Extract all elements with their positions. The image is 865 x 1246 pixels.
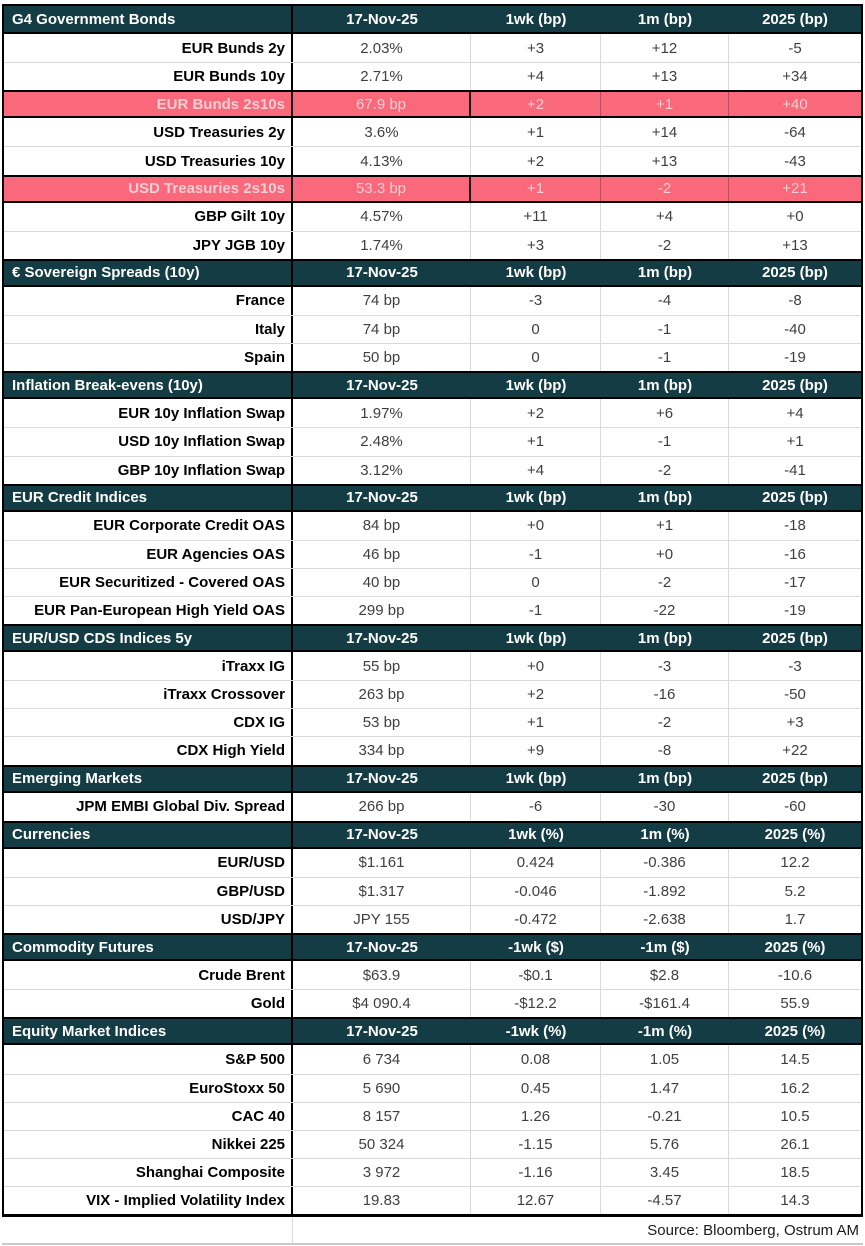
row-label: Nikkei 225 [4,1131,293,1158]
cell-value: -40 [784,321,806,339]
column-header: 17-Nov-25 [346,10,418,28]
row-label: iTraxx IG [4,652,293,680]
cell-value: -5 [788,39,802,57]
table-row [4,680,861,708]
column-header: 2025 (bp) [762,10,828,28]
column-header: 17-Nov-25 [346,826,418,844]
table-row [4,1102,861,1130]
cell-value: +40 [782,95,808,113]
column-header: 1m (bp) [637,264,693,282]
column-header: 2025 (%) [764,826,826,844]
row-label: EUR Pan-European High Yield OAS [4,597,293,624]
cell-value: 0 [471,316,601,343]
column-header: 17-Nov-25 [346,770,418,788]
table-row [4,1045,861,1073]
table-row [4,427,861,455]
column-header: 17-Nov-25 [346,489,418,507]
cell-value: 5.2 [784,882,806,900]
cell-value: +1 [471,428,601,455]
row-label: EUR Securitized - Covered OAS [4,569,293,596]
footer-spacer [2,1217,293,1243]
column-header: 1wk (bp) [505,10,567,28]
table-row [4,877,861,905]
cell-value: $1.161 [293,849,471,877]
section-header-row [4,624,861,652]
section-title: EUR Credit Indices [4,486,293,510]
cell-value: +3 [471,34,601,62]
cell-value: 74 bp [293,316,471,343]
cell-value: 74 bp [293,287,471,315]
table-row [4,568,861,596]
cell-value: 4.13% [293,147,471,174]
column-header: 17-Nov-25 [346,376,418,394]
table-row [4,849,861,877]
cell-value: 53 bp [293,709,471,736]
table-row [4,961,861,989]
cell-value: +4 [786,404,804,422]
table-row [4,146,861,174]
cell-value: 40 bp [293,569,471,596]
cell-value: -0.21 [601,1103,729,1130]
row-label: Gold [4,990,293,1017]
cell-value: 1.05 [601,1045,729,1073]
cell-value: 266 bp [293,793,471,821]
table-row [4,540,861,568]
column-header: 1wk (bp) [505,770,567,788]
row-label: EuroStoxx 50 [4,1075,293,1102]
cell-value: 84 bp [293,512,471,540]
table-row [4,231,861,259]
row-label: S&P 500 [4,1045,293,1073]
column-header: 1m (bp) [637,489,693,507]
section-title: Currencies [4,823,293,847]
cell-value: 334 bp [293,737,471,764]
table-row [4,1130,861,1158]
cell-value: +13 [601,147,729,174]
column-header: 17-Nov-25 [346,938,418,956]
cell-value: -50 [784,686,806,704]
cell-value: -4.57 [601,1187,729,1214]
cell-value: -1 [601,316,729,343]
row-label: JPM EMBI Global Div. Spread [4,793,293,821]
row-label: EUR/USD [4,849,293,877]
cell-value: +1 [601,512,729,540]
table-row-highlighted [4,90,861,118]
row-label: Spain [4,344,293,371]
table-row [4,343,861,371]
cell-value: 46 bp [293,541,471,568]
column-header: 2025 (bp) [762,770,828,788]
cell-value: +11 [471,203,601,231]
column-header: 17-Nov-25 [346,629,418,647]
section-header-row [4,484,861,512]
cell-value: +14 [601,118,729,146]
cell-value: -0.046 [471,878,601,905]
row-label: USD 10y Inflation Swap [4,428,293,455]
cell-value: +3 [471,232,601,259]
table-row [4,793,861,821]
cell-value: -1.892 [601,878,729,905]
cell-value: -16 [601,681,729,708]
cell-value: 4.57% [293,203,471,231]
column-header: 2025 (bp) [762,489,828,507]
row-label: EUR Corporate Credit OAS [4,512,293,540]
column-header: 2025 (bp) [762,376,828,394]
table-row [4,1158,861,1186]
row-label: VIX - Implied Volatility Index [4,1187,293,1214]
cell-value: -1 [601,344,729,371]
cell-value: -1 [471,541,601,568]
cell-value: -2 [601,569,729,596]
cell-value: 5 690 [293,1075,471,1102]
cell-value: -8 [788,292,802,310]
column-header: 1wk (bp) [505,629,567,647]
cell-value: -2.638 [601,906,729,933]
source-note: Source: Bloomberg, Ostrum AM [647,1221,859,1239]
section-header-row [4,371,861,399]
cell-value: -$161.4 [601,990,729,1017]
cell-value: $63.9 [293,961,471,989]
cell-value: -3 [601,652,729,680]
cell-value: +22 [782,742,808,760]
cell-value: 1.97% [293,399,471,427]
cell-value: -41 [784,461,806,479]
cell-value: +1 [471,177,601,201]
row-label: Italy [4,316,293,343]
cell-value: 6 734 [293,1045,471,1073]
cell-value: -0.386 [601,849,729,877]
row-label: USD Treasuries 10y [4,147,293,174]
cell-value: +4 [471,457,601,484]
source-row [2,1217,863,1245]
cell-value: -8 [601,737,729,764]
cell-value: +13 [782,236,808,254]
cell-value: -22 [601,597,729,624]
table-row [4,1074,861,1102]
table-row [4,287,861,315]
cell-value: 263 bp [293,681,471,708]
cell-value: -6 [471,793,601,821]
cell-value: +2 [471,147,601,174]
cell-value: -$12.2 [471,990,601,1017]
table-row [4,62,861,90]
cell-value: 10.5 [780,1107,810,1125]
row-label: EUR Bunds 2y [4,34,293,62]
table-row [4,315,861,343]
cell-value: +34 [782,68,808,86]
cell-value: 14.3 [780,1191,810,1209]
table-row [4,34,861,62]
cell-value: 1.26 [471,1103,601,1130]
cell-value: 0 [471,569,601,596]
cell-value: 53.3 bp [293,177,471,201]
column-header: 1m (bp) [637,376,693,394]
row-label: EUR 10y Inflation Swap [4,399,293,427]
cell-value: -1 [471,597,601,624]
cell-value: 8 157 [293,1103,471,1130]
row-label: iTraxx Crossover [4,681,293,708]
column-header: 1m (bp) [637,770,693,788]
cell-value: -$0.1 [471,961,601,989]
cell-value: +0 [471,512,601,540]
cell-value: -1.15 [471,1131,601,1158]
cell-value: 1.74% [293,232,471,259]
column-header: 2025 (%) [764,938,826,956]
section-title: EUR/USD CDS Indices 5y [4,626,293,650]
cell-value: 50 bp [293,344,471,371]
row-label: CDX High Yield [4,737,293,764]
cell-value: +1 [601,92,729,116]
section-title: € Sovereign Spreads (10y) [4,261,293,285]
table-row-highlighted [4,175,861,203]
cell-value: 16.2 [780,1079,810,1097]
section-title: Commodity Futures [4,935,293,959]
table-row [4,399,861,427]
row-label: GBP Gilt 10y [4,203,293,231]
cell-value: -3 [788,657,802,675]
cell-value: $2.8 [601,961,729,989]
column-header: 1m (bp) [637,10,693,28]
cell-value: -16 [784,545,806,563]
cell-value: 0 [471,344,601,371]
cell-value: -10.6 [777,966,813,984]
row-label: France [4,287,293,315]
row-label: Crude Brent [4,961,293,989]
table-row [4,989,861,1017]
cell-value: +0 [601,541,729,568]
table-row [4,512,861,540]
row-label: EUR Bunds 10y [4,63,293,90]
cell-value: -2 [601,232,729,259]
row-label: USD Treasuries 2y [4,118,293,146]
cell-value: +2 [471,399,601,427]
column-header: 1wk (bp) [505,264,567,282]
cell-value: +0 [786,208,804,226]
section-header-row [4,933,861,961]
column-header: 1wk (bp) [505,376,567,394]
cell-value: JPY 155 [293,906,471,933]
cell-value: +1 [471,709,601,736]
cell-value: +4 [601,203,729,231]
cell-value: -1.16 [471,1159,601,1186]
cell-value: $4 090.4 [293,990,471,1017]
table-row [4,596,861,624]
row-label: EUR Agencies OAS [4,541,293,568]
cell-value: 18.5 [780,1163,810,1181]
cell-value: -18 [784,517,806,535]
cell-value: 3.6% [293,118,471,146]
column-header: 2025 (bp) [762,264,828,282]
cell-value: 299 bp [293,597,471,624]
section-header-row [4,259,861,287]
cell-value: -43 [784,152,806,170]
cell-value: +0 [471,652,601,680]
cell-value: -19 [784,349,806,367]
section-title: Emerging Markets [4,767,293,791]
market-dashboard-table [2,4,863,1217]
table-row [4,652,861,680]
cell-value: 3 972 [293,1159,471,1186]
cell-value: 2.71% [293,63,471,90]
row-label: CDX IG [4,709,293,736]
cell-value: +6 [601,399,729,427]
row-label: CAC 40 [4,1103,293,1130]
cell-value: 0.08 [471,1045,601,1073]
cell-value: +13 [601,63,729,90]
section-title: G4 Government Bonds [4,6,293,32]
column-header: 17-Nov-25 [346,264,418,282]
cell-value: 3.12% [293,457,471,484]
cell-value: +21 [782,180,808,198]
section-header-row [4,765,861,793]
column-header: 1m (%) [640,826,690,844]
cell-value: 5.76 [601,1131,729,1158]
cell-value: +1 [471,118,601,146]
cell-value: +3 [786,714,804,732]
cell-value: 0.424 [471,849,601,877]
cell-value: +4 [471,63,601,90]
section-header-row [4,6,861,34]
table-row [4,708,861,736]
cell-value: 55.9 [780,995,810,1013]
cell-value: 3.45 [601,1159,729,1186]
cell-value: 67.9 bp [293,92,471,116]
cell-value: 19.83 [293,1187,471,1214]
column-header: 1wk (bp) [505,489,567,507]
column-header: -1m (%) [637,1022,693,1040]
cell-value: 14.5 [780,1051,810,1069]
row-label: GBP/USD [4,878,293,905]
cell-value: 2.03% [293,34,471,62]
cell-value: 50 324 [293,1131,471,1158]
cell-value: -0.472 [471,906,601,933]
cell-value: -2 [601,457,729,484]
column-header: 2025 (%) [764,1022,826,1040]
cell-value: $1.317 [293,878,471,905]
row-label: JPY JGB 10y [4,232,293,259]
cell-value: -2 [601,709,729,736]
cell-value: -17 [784,573,806,591]
table-row [4,456,861,484]
row-label: USD Treasuries 2s10s [4,177,293,201]
cell-value: -19 [784,602,806,620]
cell-value: -60 [784,798,806,816]
table-row [4,736,861,764]
cell-value: -30 [601,793,729,821]
row-label: EUR Bunds 2s10s [4,92,293,116]
section-title: Equity Market Indices [4,1019,293,1043]
column-header: -1wk ($) [508,938,564,956]
cell-value: -4 [601,287,729,315]
cell-value: +9 [471,737,601,764]
cell-value: 26.1 [780,1135,810,1153]
cell-value: 2.48% [293,428,471,455]
column-header: 2025 (bp) [762,629,828,647]
section-title: Inflation Break-evens (10y) [4,373,293,397]
column-header: -1wk (%) [505,1022,567,1040]
row-label: USD/JPY [4,906,293,933]
cell-value: 1.47 [601,1075,729,1102]
table-row [4,118,861,146]
cell-value: -3 [471,287,601,315]
cell-value: +2 [471,681,601,708]
row-label: Shanghai Composite [4,1159,293,1186]
cell-value: -64 [784,123,806,141]
table-row [4,203,861,231]
cell-value: -1 [601,428,729,455]
cell-value: 55 bp [293,652,471,680]
column-header: 17-Nov-25 [346,1022,418,1040]
cell-value: -2 [601,177,729,201]
cell-value: 12.2 [780,854,810,872]
cell-value: +1 [786,433,804,451]
cell-value: 0.45 [471,1075,601,1102]
table-row [4,1186,861,1214]
cell-value: +2 [471,92,601,116]
table-row [4,905,861,933]
cell-value: +12 [601,34,729,62]
column-header: -1m ($) [640,938,690,956]
section-header-row [4,1017,861,1045]
row-label: GBP 10y Inflation Swap [4,457,293,484]
cell-value: 1.7 [784,911,806,929]
section-header-row [4,821,861,849]
column-header: 1m (bp) [637,629,693,647]
column-header: 1wk (%) [508,826,564,844]
cell-value: 12.67 [471,1187,601,1214]
